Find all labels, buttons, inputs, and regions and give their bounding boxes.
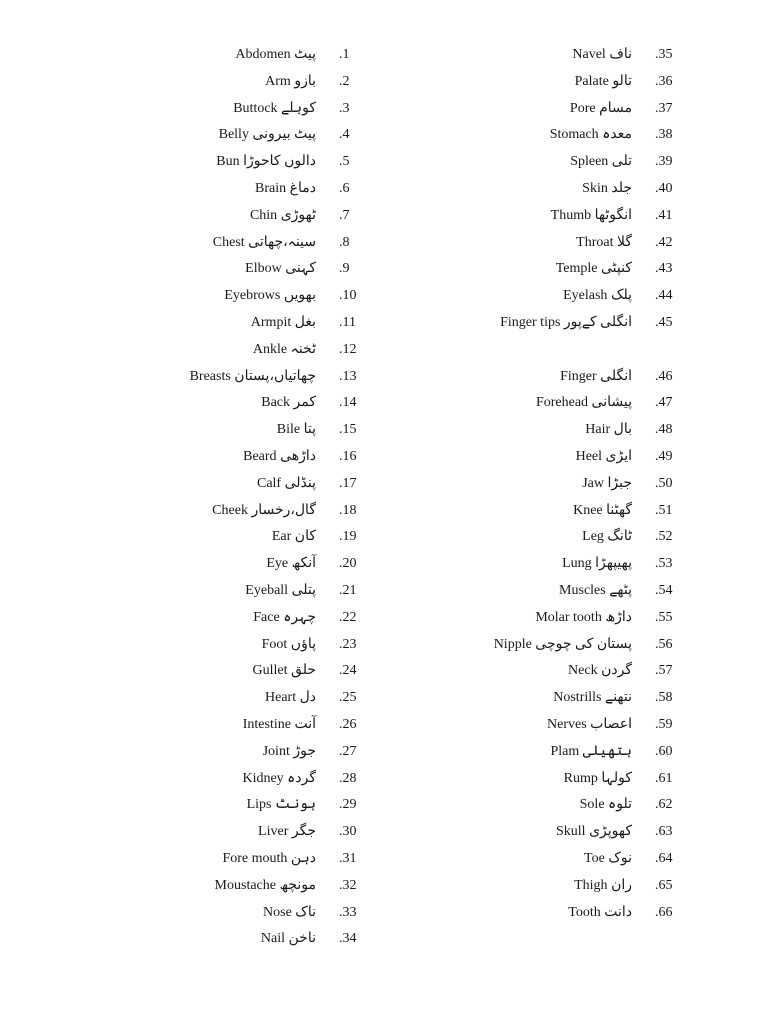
term-text: Chest سینہ،چھاتی	[212, 234, 316, 250]
list-item	[0, 176, 380, 203]
term-text: Heel ایڑی	[575, 448, 632, 464]
term-text: Toe نوک	[584, 850, 632, 866]
term-text: Knee گھٹنا	[573, 502, 632, 518]
item-number: .30	[339, 824, 357, 840]
term-text: Bun دالوں کاحوڑا	[216, 154, 316, 170]
term-text: Nose ناک	[263, 904, 316, 920]
list-item	[380, 551, 700, 578]
term-text: Jaw جبڑا	[582, 475, 632, 491]
term-text: Lips ہونٹ	[246, 797, 316, 813]
list-item	[380, 42, 700, 69]
list-item	[380, 792, 700, 819]
list-item	[380, 96, 700, 123]
term-text: Muscles پٹھے	[559, 582, 632, 598]
term-text: Belly پیٹ بیرونی	[218, 127, 316, 143]
item-number: .3	[339, 100, 350, 116]
list-item	[380, 605, 700, 632]
list-item	[380, 685, 700, 712]
term-text: Eyeball پتلی	[245, 582, 316, 598]
list-item	[0, 605, 380, 632]
term-text: Skull کھوپڑی	[555, 824, 632, 840]
right-column-list	[380, 42, 700, 926]
term-text: Ankle ٹخنہ	[252, 341, 316, 357]
list-item	[0, 122, 380, 149]
list-item	[380, 310, 700, 337]
item-number: .48	[655, 422, 673, 438]
term-text: Rump کولہا	[563, 770, 632, 786]
term-text: Kidney گردہ	[242, 770, 316, 786]
list-item	[0, 685, 380, 712]
item-number: .11	[339, 314, 356, 330]
list-item	[0, 337, 380, 364]
term-text: Eyelash پلک	[563, 288, 632, 304]
item-number: .41	[655, 207, 673, 223]
term-text: Temple کنپٹی	[555, 261, 632, 277]
item-number: .2	[339, 73, 350, 89]
item-number: .33	[339, 904, 357, 920]
term-text: Spleen تلی	[570, 154, 632, 170]
term-text: Neck گردن	[568, 663, 632, 679]
list-item	[0, 739, 380, 766]
term-text: Hair بال	[585, 422, 632, 438]
term-text: Eye آنکھ	[266, 556, 316, 572]
list-item	[0, 283, 380, 310]
list-item	[0, 926, 380, 953]
term-text: Cheek گال،رخسار	[212, 502, 316, 518]
term-text: Nipple پستان کی چوچی	[493, 636, 632, 652]
item-number: .56	[655, 636, 673, 652]
term-text: Ear کان	[271, 529, 316, 545]
item-number: .51	[655, 502, 673, 518]
list-item	[0, 551, 380, 578]
item-number: .8	[339, 234, 350, 250]
item-number: .27	[339, 743, 357, 759]
list-item	[0, 364, 380, 391]
term-text: Fore mouth دہن	[222, 850, 316, 866]
term-text: Joint جوڑ	[262, 743, 316, 759]
item-number: .18	[339, 502, 357, 518]
term-text: Tooth دانت	[568, 904, 632, 920]
list-item	[0, 203, 380, 230]
item-number: .54	[655, 582, 673, 598]
term-text: Lung پھیپھڑا	[562, 556, 632, 572]
term-text: Skin جلد	[582, 180, 632, 196]
list-item	[380, 578, 700, 605]
item-number: .38	[655, 127, 673, 143]
term-text: Forehead پیشانی	[535, 395, 632, 411]
item-number: .50	[655, 475, 673, 491]
term-text: Abdomen پیٹ	[235, 47, 316, 62]
list-item	[0, 149, 380, 176]
item-number: .62	[655, 797, 673, 813]
list-item	[0, 42, 380, 69]
item-number: .40	[655, 180, 673, 196]
term-text: Plam ہتھیلی	[550, 743, 632, 759]
item-number: .43	[655, 261, 673, 277]
list-item	[380, 739, 700, 766]
term-text: Sole تلوہ	[579, 797, 632, 813]
list-item	[0, 230, 380, 257]
item-number: .17	[339, 475, 357, 491]
term-text: Breasts چھاتیاں،پستان	[189, 368, 316, 384]
item-number: .29	[339, 797, 357, 813]
item-number: .49	[655, 448, 673, 464]
term-text: Bile پتا	[276, 422, 316, 438]
item-number: .15	[339, 422, 357, 438]
item-number: .6	[339, 180, 350, 196]
item-number: .23	[339, 636, 357, 652]
list-item	[0, 712, 380, 739]
list-item	[380, 444, 700, 471]
term-text: Gullet حلق	[252, 663, 316, 679]
term-text: Leg ٹانگ	[582, 529, 632, 545]
term-text: Eyebrows بھویں	[224, 288, 316, 304]
term-text: Armpit بغل	[250, 314, 316, 330]
list-item	[0, 873, 380, 900]
term-text: Moustache مونچھ	[214, 877, 316, 893]
item-number: .19	[339, 529, 357, 545]
item-number: .20	[339, 556, 357, 572]
item-number: .55	[655, 609, 673, 625]
list-item	[380, 471, 700, 498]
list-item	[380, 283, 700, 310]
item-number: .57	[655, 663, 673, 679]
item-number: .44	[655, 288, 673, 304]
list-item	[380, 417, 700, 444]
item-number: .53	[655, 556, 673, 572]
term-text: Elbow کہنی	[245, 261, 316, 277]
term-text: Finger tips انگلی کےپور	[500, 314, 632, 330]
term-text: Nerves اعصاب	[547, 716, 632, 732]
term-text: Thumb انگوٹھا	[550, 207, 632, 223]
list-item	[0, 69, 380, 96]
list-item	[380, 632, 700, 659]
list-item	[0, 900, 380, 927]
list-item	[380, 176, 700, 203]
term-text: Molar tooth داڑھ	[535, 609, 632, 625]
list-item	[0, 846, 380, 873]
item-number: .28	[339, 770, 357, 786]
item-number: .10	[339, 288, 357, 304]
list-item	[380, 658, 700, 685]
item-number: .47	[655, 395, 673, 411]
list-item	[0, 658, 380, 685]
item-number: .32	[339, 877, 357, 893]
term-text: Brain دماغ	[255, 180, 316, 196]
item-number: .22	[339, 609, 357, 625]
term-text: Arm بازو	[265, 73, 316, 89]
term-text: Heart دل	[265, 690, 316, 706]
term-text: Throat گلا	[576, 234, 632, 250]
list-item	[380, 364, 700, 391]
list-item	[0, 471, 380, 498]
list-item	[380, 498, 700, 525]
term-text: Chin ٹھوڑی	[249, 207, 316, 223]
item-number: .58	[655, 690, 673, 706]
term-text: Liver جگر	[258, 824, 316, 840]
item-number: .65	[655, 877, 673, 893]
list-item	[0, 819, 380, 846]
item-number: .9	[339, 261, 350, 277]
item-number: .34	[339, 931, 357, 947]
item-number: .52	[655, 529, 673, 545]
list-item	[0, 578, 380, 605]
term-text: Beard داڑھی	[243, 448, 316, 464]
list-item	[0, 498, 380, 525]
list-item	[0, 96, 380, 123]
term-text: Back کمر	[261, 395, 316, 411]
item-number: .13	[339, 368, 357, 384]
term-text: Navel ناف	[572, 47, 632, 62]
item-number: .26	[339, 716, 357, 732]
item-number: .4	[339, 127, 350, 143]
list-item	[0, 632, 380, 659]
term-text: Finger انگلی	[560, 368, 632, 384]
item-number: .37	[655, 100, 673, 116]
list-item	[380, 203, 700, 230]
term-text: Nail ناخن	[260, 931, 316, 947]
item-number: .46	[655, 368, 673, 384]
item-number: .16	[339, 448, 357, 464]
list-item	[380, 819, 700, 846]
term-text: Foot پاؤں	[261, 636, 316, 652]
item-number: .61	[655, 770, 673, 786]
term-text: Face چہرہ	[253, 609, 316, 625]
item-number: .42	[655, 234, 673, 250]
item-number: .66	[655, 904, 673, 920]
list-item	[0, 256, 380, 283]
list-item	[0, 310, 380, 337]
item-number: .35	[655, 47, 673, 62]
list-item	[380, 873, 700, 900]
list-spacer	[380, 337, 700, 364]
term-text: Pore مسام	[569, 100, 632, 116]
item-number: .14	[339, 395, 357, 411]
item-number: .63	[655, 824, 673, 840]
item-number: .1	[339, 47, 350, 62]
item-number: .12	[339, 341, 357, 357]
list-item	[380, 900, 700, 927]
item-number: .24	[339, 663, 357, 679]
list-item	[0, 792, 380, 819]
item-number: .5	[339, 154, 350, 170]
item-number: .60	[655, 743, 673, 759]
term-text: Stomach معدہ	[549, 127, 632, 143]
item-number: .39	[655, 154, 673, 170]
list-item	[380, 122, 700, 149]
list-item	[0, 444, 380, 471]
left-column-list	[0, 42, 380, 953]
term-text: Buttock کوہلے	[233, 100, 316, 116]
list-item	[380, 766, 700, 793]
item-number: .36	[655, 73, 673, 89]
item-number: .64	[655, 850, 673, 866]
list-item	[0, 524, 380, 551]
list-item	[380, 712, 700, 739]
list-item	[0, 417, 380, 444]
list-item	[380, 256, 700, 283]
item-number: .7	[339, 207, 350, 223]
list-item	[380, 846, 700, 873]
list-item	[380, 390, 700, 417]
list-item	[380, 524, 700, 551]
term-text: Thigh ران	[574, 877, 632, 893]
list-item	[0, 390, 380, 417]
term-text: Calf پنڈلی	[256, 475, 316, 491]
item-number: .25	[339, 690, 357, 706]
term-text: Nostrills نتھنے	[553, 690, 632, 706]
list-item	[380, 230, 700, 257]
item-number: .45	[655, 314, 673, 330]
list-item	[380, 149, 700, 176]
list-item	[380, 69, 700, 96]
term-text: Intestine آنت	[242, 716, 316, 732]
item-number: .21	[339, 582, 357, 598]
item-number: .31	[339, 850, 357, 866]
list-item	[0, 766, 380, 793]
term-text: Palate تالو	[574, 73, 632, 89]
item-number: .59	[655, 716, 673, 732]
